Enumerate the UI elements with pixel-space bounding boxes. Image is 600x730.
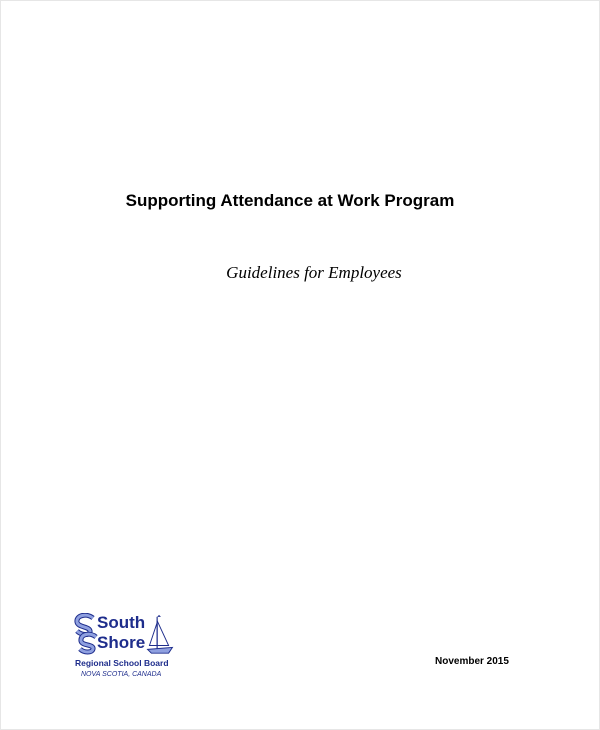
school-board-logo [73, 613, 173, 683]
document-title: Supporting Attendance at Work Program [125, 191, 455, 210]
logo-line-1: South [97, 613, 146, 632]
logo-line-3: Regional School Board [75, 658, 169, 668]
logo-s-mark [73, 613, 99, 655]
logo-line-2: Shore [97, 633, 146, 652]
document-subtitle: Guidelines for Employees [226, 263, 402, 282]
logo-line-4: NOVA SCOTIA, CANADA [81, 671, 162, 678]
sailboat-icon [145, 613, 175, 657]
document-date: November 2015 [435, 656, 509, 667]
